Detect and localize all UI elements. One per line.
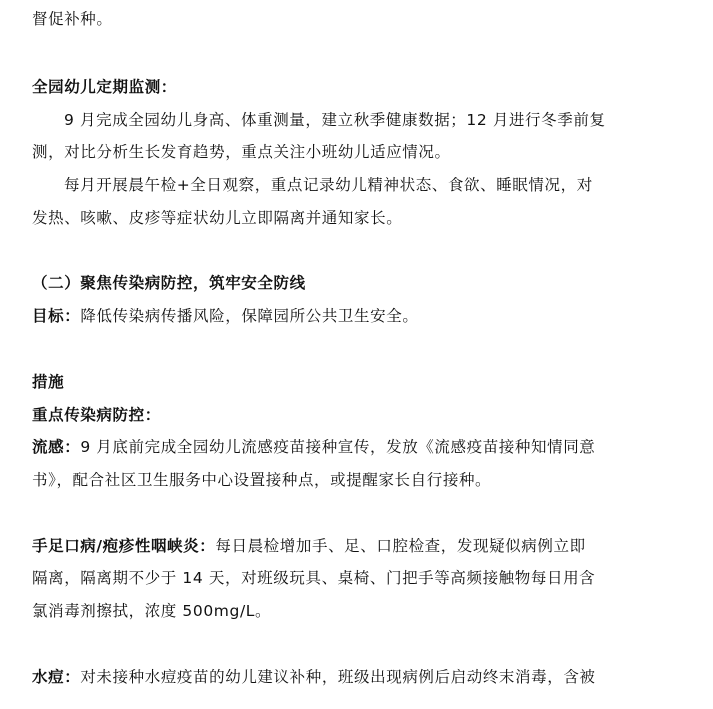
section-heading: 重点传染病防控：	[32, 406, 161, 424]
inline-label: 水痘：	[32, 668, 81, 686]
inline-text: 降低传染病传播风险，保障园所公共卫生安全。	[80, 307, 419, 325]
text-line: 9 月完成全园幼儿身高、体重测量，建立秋季健康数据；12 月进行冬季前复	[64, 111, 606, 129]
text-line: 督促补种。	[32, 10, 113, 28]
inline-label: 手足口病/疱疹性咽峡炎：	[32, 537, 216, 555]
text-line	[32, 536, 586, 556]
text-line	[32, 437, 595, 457]
inline-text: 9 月底前完成全园幼儿流感疫苗接种宣传，发放《流感疫苗接种知情同意	[80, 438, 596, 456]
text-line	[32, 306, 418, 326]
section-heading: 措施	[32, 373, 65, 391]
text-line: 书》，配合社区卫生服务中心设置接种点，或提醒家长自行接种。	[32, 471, 492, 489]
text-line: 测，对比分析生长发育趋势，重点关注小班幼儿适应情况。	[32, 143, 451, 161]
text-line: 隔离，隔离期不少于 14 天，对班级玩具、桌椅、门把手等高频接触物每日用含	[32, 569, 596, 587]
text-line: 氯消毒剂擦拭，浓度 500mg/L。	[32, 602, 272, 620]
inline-label: 流感：	[32, 438, 81, 456]
text-line: 每月开展晨午检+全日观察，重点记录幼儿精神状态、食欲、睡眠情况，对	[64, 176, 593, 194]
section-heading: （二）聚焦传染病防控，筑牢安全防线	[32, 274, 306, 292]
text-line	[32, 667, 596, 687]
inline-text: 每日晨检增加手、足、口腔检查，发现疑似病例立即	[215, 537, 586, 555]
section-heading: 全园幼儿定期监测：	[32, 78, 177, 96]
text-line: 发热、咳嗽、皮疹等症状幼儿立即隔离并通知家长。	[32, 209, 403, 227]
inline-label: 目标：	[32, 307, 81, 325]
inline-text: 对未接种水痘疫苗的幼儿建议补种，班级出现病例后启动终末消毒，含被	[80, 668, 596, 686]
